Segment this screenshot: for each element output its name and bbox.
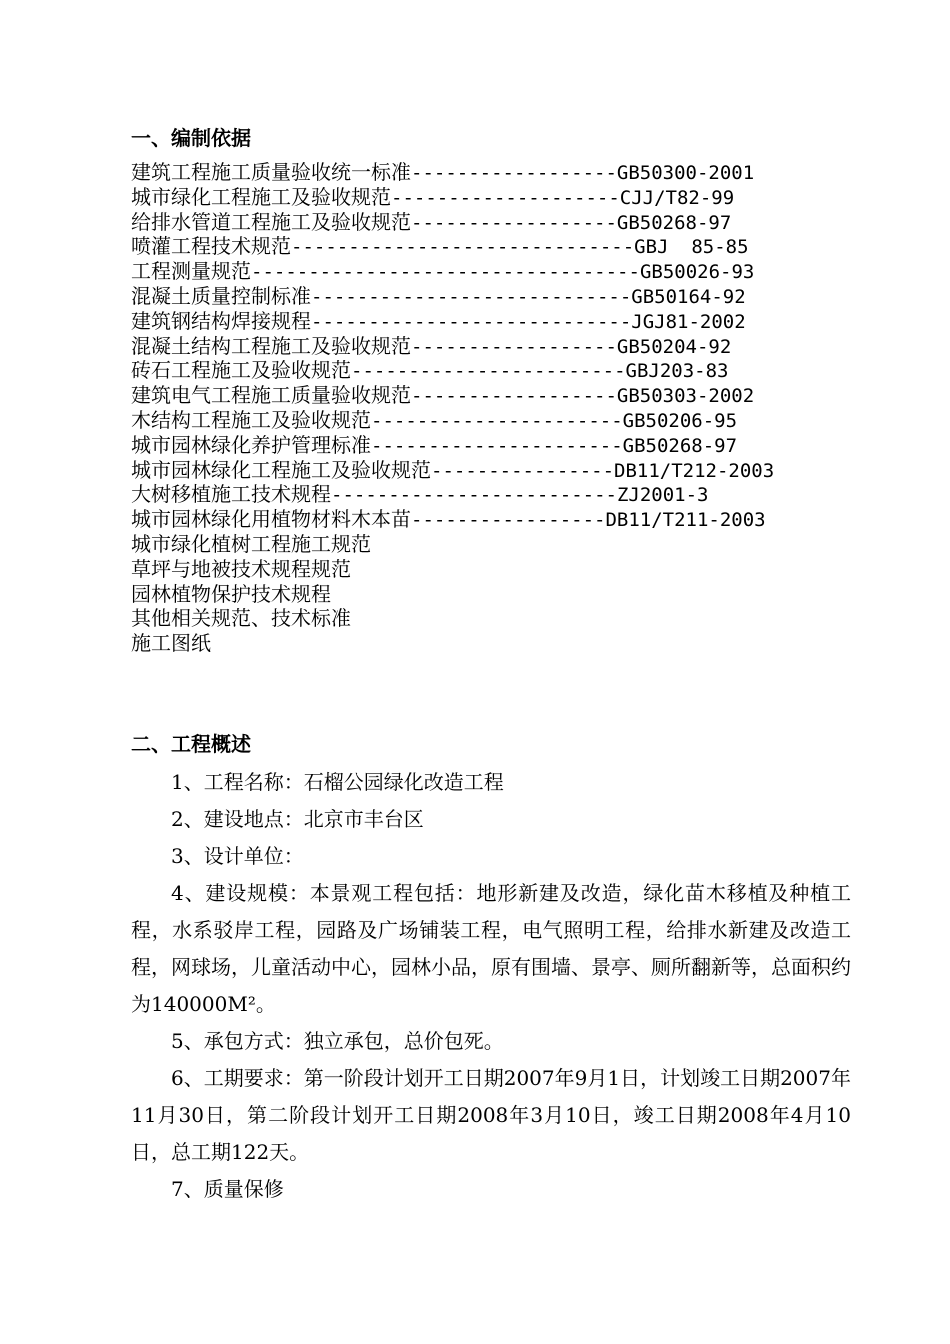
reference-item: [131, 234, 774, 259]
reference-code: GB50164-92: [631, 285, 746, 308]
reference-item: [131, 582, 774, 607]
reference-name: 混凝土质量控制标准: [131, 283, 311, 308]
reference-item: [131, 259, 774, 284]
reference-leader: ----------------------------: [311, 285, 632, 308]
reference-name: 喷灌工程技术规范: [131, 234, 291, 259]
overview-item: 3、设计单位：: [171, 844, 304, 868]
reference-name: 施工图纸: [131, 631, 211, 656]
reference-code: GB50268-97: [616, 211, 732, 234]
reference-name: 给排水管道工程施工及验收规范: [131, 209, 411, 234]
section-heading: 二、工程概述: [131, 732, 251, 756]
reference-name: 木结构工程施工及验收规范: [131, 407, 371, 432]
overview-body: [131, 764, 851, 1208]
overview-item: 5、承包方式：独立承包，总价包死。: [171, 1029, 504, 1053]
overview-item: 7、质量保修: [171, 1177, 284, 1201]
reference-leader: ----------------------: [371, 434, 623, 457]
reference-item: [131, 160, 774, 185]
reference-leader: ------------------: [411, 385, 617, 408]
reference-item: [131, 482, 774, 507]
reference-name: 城市园林绿化养护管理标准: [131, 432, 371, 457]
reference-name: 城市园林绿化工程施工及验收规范: [131, 457, 431, 482]
reference-leader: ----------------------: [371, 409, 623, 432]
reference-leader: ------------------: [411, 211, 617, 234]
reference-name: 城市绿化工程施工及验收规范: [131, 184, 391, 209]
reference-leader: ------------------: [411, 162, 617, 184]
reference-name: 建筑钢结构焊接规程: [131, 308, 311, 333]
reference-code: CJJ/T82-99: [619, 186, 735, 209]
reference-item: [131, 185, 774, 210]
reference-leader: -------------------------: [331, 484, 617, 507]
reference-code: GB50206-95: [622, 409, 738, 432]
reference-name: 大树移植施工技术规程: [131, 482, 331, 507]
reference-name: 建筑电气工程施工质量验收规范: [131, 383, 411, 408]
reference-name: 草坪与地被技术规程规范: [131, 556, 351, 581]
reference-item: [131, 433, 774, 458]
reference-leader: ----------------------------: [311, 310, 632, 333]
reference-code: DB11/T211-2003: [605, 509, 766, 532]
reference-item: [131, 606, 774, 631]
reference-code: GB50026-93: [639, 261, 755, 284]
reference-name: 城市绿化植树工程施工规范: [131, 531, 371, 556]
reference-code: GBJ203-83: [625, 360, 729, 383]
reference-name: 砖石工程施工及验收规范: [131, 358, 351, 383]
reference-name: 建筑工程施工质量验收统一标准: [131, 160, 411, 184]
reference-leader: -----------------: [411, 509, 606, 532]
reference-name: 工程测量规范: [131, 259, 251, 284]
reference-item: [131, 408, 774, 433]
reference-item: [131, 210, 774, 235]
reference-code: JGJ81-2002: [631, 310, 746, 333]
overview-item: 4、建设规模：本景观工程包括：地形新建及改造，绿化苗木移植及种植工程，水系驳岸工程，园路及广场铺装工程，电气照明工程，给排水新建及改造工程，网球场，儿童活动中心，园林小品，原有围墙、景亭、厕所翻新等，总面积约为140000M²。: [131, 881, 851, 1016]
reference-name: 园林植物保护技术规程: [131, 581, 331, 606]
section-heading: 一、编制依据: [131, 126, 251, 150]
reference-code: GB50268-97: [622, 434, 738, 457]
overview-item: 1、工程名称：石榴公园绿化改造工程: [171, 770, 504, 794]
reference-item: [131, 532, 774, 557]
reference-list: [131, 160, 774, 656]
reference-leader: ------------------------------: [291, 236, 635, 259]
reference-code: DB11/T212-2003: [614, 459, 775, 482]
reference-item: [131, 507, 774, 532]
reference-name: 混凝土结构工程施工及验收规范: [131, 333, 411, 358]
overview-item: 2、建设地点：北京市丰台区: [171, 807, 424, 831]
reference-item: [131, 631, 774, 656]
reference-leader: ------------------------: [351, 360, 626, 383]
reference-code: GB50204-92: [616, 335, 732, 358]
reference-item: [131, 557, 774, 582]
reference-leader: --------------------: [391, 186, 620, 209]
reference-name: 城市园林绿化用植物材料木本苗: [131, 507, 411, 532]
reference-item: [131, 284, 774, 309]
reference-item: [131, 334, 774, 359]
reference-name: 其他相关规范、技术标准: [131, 606, 351, 631]
reference-item: [131, 358, 774, 383]
overview-item: 6、工期要求：第一阶段计划开工日期2007年9月1日，计划竣工日期2007年11月30日，第二阶段计划开工日期2008年3月10日，竣工日期2008年4月10日，总工期122天。: [131, 1066, 851, 1164]
reference-item: [131, 458, 774, 483]
reference-code: GBJ 85-85: [634, 236, 749, 259]
reference-item: [131, 383, 774, 408]
reference-code: GB50300-2001: [616, 162, 755, 184]
reference-leader: ----------------------------------: [251, 261, 640, 284]
reference-code: GB50303-2002: [616, 385, 755, 408]
reference-item: [131, 309, 774, 334]
reference-leader: ------------------: [411, 335, 617, 358]
reference-code: ZJ2001-3: [616, 484, 709, 507]
reference-leader: ----------------: [431, 459, 615, 482]
